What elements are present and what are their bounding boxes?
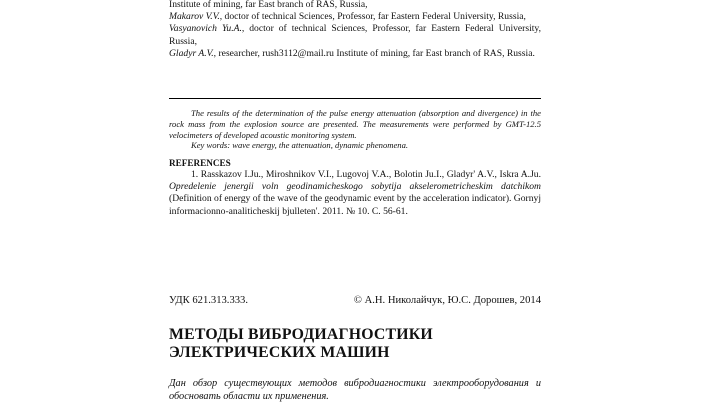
references-heading: REFERENCES <box>169 158 231 168</box>
author-affiliation-0: Institute of mining, far East branch of RAS, Russia, <box>169 0 368 10</box>
abstract-text: The results of the determination of the pulse energy attenuation (absorption and divergence) in the rock mass from the explosion source are presented. The measurements were performed by GMT-12.5 velocimeters of developed acoustic monitoring system. <box>169 108 541 140</box>
author-name: Vasyanovich Yu.A., <box>169 23 245 35</box>
author-affiliation-1: Makarov V.V., doctor of technical Sciences, Professor, far Eastern Federal University, Russia, <box>169 11 526 23</box>
author-affiliations <box>169 0 541 60</box>
section-divider <box>169 98 541 99</box>
english-abstract <box>169 108 541 151</box>
reference-title: Opredelenie jenergii voln geodinamicheskogo sobytija akselerometricheskim datchikom <box>169 181 541 193</box>
references-section <box>169 157 541 218</box>
author-name: Makarov V.V., <box>169 11 223 23</box>
russian-abstract: Дан обзор существующих методов вибродиагностики электрооборудования и обосновать области их применения. <box>169 378 541 402</box>
udk-code: УДК 621.313.333. <box>169 295 248 306</box>
author-affiliation-2: Vasyanovich Yu.A., doctor of technical Sciences, Professor, far Eastern Federal University, Russia, <box>169 23 541 47</box>
copyright: © А.Н. Николайчук, Ю.С. Дорошев, 2014 <box>353 295 541 306</box>
article-title: МЕТОДЫ ВИБРОДИАГНОСТИКИ ЭЛЕКТРИЧЕСКИХ МАШИН <box>169 326 433 361</box>
reference-item: 1. Rasskazov I.Ju., Miroshnikov V.I., Lugovoj V.A., Bolotin Ju.I., Gladyr' A.V., Iskra A.Ju. Opredelenie jenergii voln geodinamicheskogo sobytija akselerometricheskim datchikom (Definition of energy of the wave of the geodynamic event by the acceleration indicator). Gornyj informacionno-analiticheskij bjulleten'. 2011. № 10. C. 56-61. <box>169 169 541 217</box>
keywords: Key words: wave energy, the attenuation, dynamic phenomena. <box>191 140 409 151</box>
author-affiliation-3: Gladyr A.V., researcher, rush3112@mail.ru Institute of mining, far East branch of RAS, Russia. <box>169 47 535 59</box>
author-name: Gladyr A.V., <box>169 47 217 59</box>
